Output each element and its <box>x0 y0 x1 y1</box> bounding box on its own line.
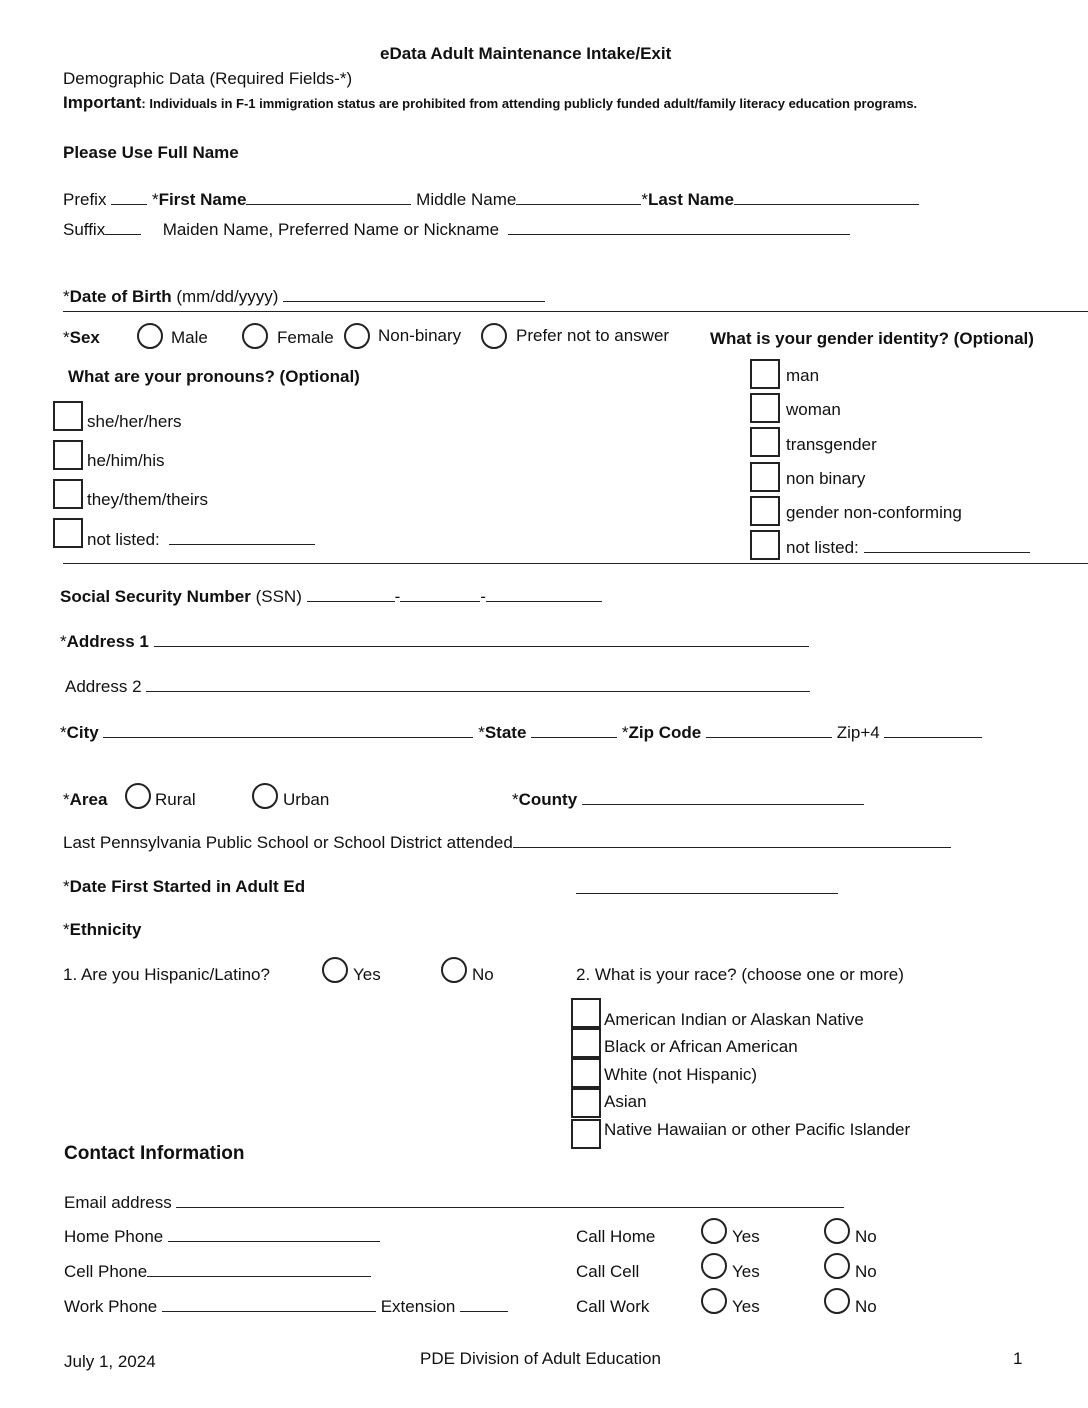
suffix-field[interactable] <box>105 220 141 235</box>
gender-heading: What is your gender identity? (Optional) <box>710 329 1034 348</box>
home-phone-row <box>64 1227 380 1247</box>
pronoun-not-listed-field[interactable] <box>169 530 315 545</box>
gender-transgender-label: transgender <box>786 435 877 454</box>
name-section-heading: Please Use Full Name <box>63 143 239 162</box>
required-star: * <box>63 287 70 306</box>
important-notice <box>63 93 917 114</box>
ssn-field-3[interactable] <box>486 587 602 602</box>
form-subtitle: Demographic Data (Required Fields-*) <box>63 69 353 88</box>
required-star: * <box>151 190 159 209</box>
call-work-yes-label: Yes <box>732 1297 760 1316</box>
ethnicity-label: Ethnicity <box>69 920 142 939</box>
work-phone-field[interactable] <box>162 1297 376 1312</box>
county-row <box>512 790 864 810</box>
school-label: Last Pennsylvania Public School or School District attended <box>63 833 513 852</box>
call-home-no-label: No <box>855 1227 877 1246</box>
email-row <box>64 1193 844 1213</box>
area-urban-label: Urban <box>283 790 330 809</box>
gender-nonconforming-checkbox[interactable] <box>750 496 780 526</box>
call-cell-no-label: No <box>855 1262 877 1281</box>
important-text: : Individuals in F-1 immigration status are prohibited from attending publicly funded adult/family literacy education programs. <box>141 96 918 111</box>
call-home-no-radio[interactable] <box>824 1218 850 1244</box>
ssn-row: Social Security Number (SSN) - - <box>60 587 602 607</box>
required-star: * <box>621 723 629 742</box>
pronoun-they-label: they/them/theirs <box>87 490 208 509</box>
area-label-wrap <box>63 790 107 810</box>
call-work-label: Call Work <box>576 1297 650 1316</box>
race-black-checkbox[interactable] <box>571 1028 601 1058</box>
sex-prefer-not-radio[interactable] <box>481 323 507 349</box>
ssn-abbr: (SSN) <box>255 587 302 606</box>
race-hawaiian-label: Native Hawaiian or other Pacific Islander <box>604 1120 911 1139</box>
important-label: Important <box>63 93 142 112</box>
email-label: Email address <box>64 1193 172 1212</box>
sex-nonbinary-radio[interactable] <box>344 323 370 349</box>
race-american-indian-checkbox[interactable] <box>571 998 601 1028</box>
address2-row <box>65 677 810 697</box>
zip-field[interactable] <box>706 723 832 738</box>
footer-date: July 1, 2024 <box>64 1352 156 1371</box>
area-urban-radio[interactable] <box>252 783 278 809</box>
sex-male-label: Male <box>171 328 208 347</box>
city-row <box>60 723 982 743</box>
pronoun-he-checkbox[interactable] <box>53 440 83 470</box>
zip4-label: Zip+4 <box>836 723 880 742</box>
dob-label: Date of Birth <box>69 287 172 306</box>
state-field[interactable] <box>531 723 617 738</box>
required-star: * <box>60 723 67 742</box>
footer-org: PDE Division of Adult Education <box>420 1349 661 1368</box>
sex-nonbinary-label: Non-binary <box>378 326 462 345</box>
area-label: Area <box>69 790 108 809</box>
call-home-yes-label: Yes <box>732 1227 760 1246</box>
sex-male-radio[interactable] <box>137 323 163 349</box>
dob-field[interactable] <box>283 287 545 302</box>
extension-label: Extension <box>380 1297 456 1316</box>
sex-label-wrap <box>63 328 100 348</box>
sex-female-radio[interactable] <box>242 323 268 349</box>
name-row <box>63 190 919 210</box>
date-started-field[interactable] <box>576 893 838 894</box>
pronoun-she-label: she/her/hers <box>87 412 182 431</box>
county-label: County <box>518 790 578 809</box>
required-star: * <box>641 190 648 209</box>
divider <box>63 311 1088 312</box>
hispanic-no-label: No <box>472 965 494 984</box>
call-work-no-radio[interactable] <box>824 1288 850 1314</box>
ssn-label: Social Security Number <box>60 587 251 606</box>
zip-label: Zip Code <box>628 723 702 742</box>
zip4-field[interactable] <box>884 723 982 738</box>
gender-not-listed-row <box>786 538 1030 558</box>
hispanic-no-radio[interactable] <box>441 957 467 983</box>
extension-field[interactable] <box>460 1297 508 1312</box>
city-field[interactable] <box>103 723 473 738</box>
gender-nonconforming-label: gender non-conforming <box>786 503 962 522</box>
suffix-label: Suffix <box>63 220 106 239</box>
gender-not-listed-field[interactable] <box>864 538 1030 553</box>
call-work-no-label: No <box>855 1297 877 1316</box>
address1-row <box>60 632 809 652</box>
required-star: * <box>63 920 70 939</box>
dob-format: (mm/dd/yyyy) <box>176 287 279 306</box>
race-asian-label: Asian <box>604 1092 647 1111</box>
home-phone-label: Home Phone <box>64 1227 164 1246</box>
gender-nonbinary-checkbox[interactable] <box>750 462 780 492</box>
sex-prefer-not-label: Prefer not to answer <box>516 326 670 345</box>
gender-not-listed-label: not listed: <box>786 538 859 557</box>
hispanic-yes-radio[interactable] <box>322 957 348 983</box>
gender-man-checkbox[interactable] <box>750 359 780 389</box>
call-home-label: Call Home <box>576 1227 656 1246</box>
middle-name-label: Middle Name <box>416 190 517 209</box>
hispanic-yes-label: Yes <box>353 965 381 984</box>
gender-nonbinary-label: non binary <box>786 469 866 488</box>
required-star: * <box>63 328 70 347</box>
required-star: * <box>512 790 519 809</box>
call-cell-yes-radio[interactable] <box>701 1253 727 1279</box>
ssn-field-2[interactable] <box>400 587 480 602</box>
race-white-label: White (not Hispanic) <box>604 1065 758 1084</box>
first-name-label: First Name <box>158 190 247 209</box>
gender-woman-checkbox[interactable] <box>750 393 780 423</box>
call-cell-no-radio[interactable] <box>824 1253 850 1279</box>
required-star: * <box>63 877 70 896</box>
city-label: City <box>66 723 99 742</box>
required-star: * <box>60 632 67 651</box>
address2-field[interactable] <box>146 677 810 692</box>
pronoun-not-listed-label: not listed: <box>87 530 160 549</box>
email-field[interactable] <box>176 1193 844 1208</box>
call-cell-label: Call Cell <box>576 1262 640 1281</box>
race-white-checkbox[interactable] <box>571 1058 601 1088</box>
address2-label: Address 2 <box>65 677 142 696</box>
cell-phone-row <box>64 1262 371 1282</box>
call-cell-yes-label: Yes <box>732 1262 760 1281</box>
prefix-label: Prefix <box>63 190 107 209</box>
required-star: * <box>478 723 485 742</box>
race-hawaiian-checkbox[interactable] <box>571 1119 601 1149</box>
pronoun-he-label: he/him/his <box>87 451 165 470</box>
race-black-label: Black or African American <box>604 1037 798 1056</box>
page-number: 1 <box>1013 1349 1023 1368</box>
form-title: eData Adult Maintenance Intake/Exit <box>380 44 672 63</box>
dob-row <box>63 287 545 307</box>
gender-not-listed-checkbox[interactable] <box>750 530 780 560</box>
pronoun-she-checkbox[interactable] <box>53 401 83 431</box>
home-phone-field[interactable] <box>168 1227 380 1242</box>
work-phone-row <box>64 1297 508 1317</box>
required-star: * <box>63 790 70 809</box>
cell-phone-field[interactable] <box>147 1262 371 1277</box>
gender-woman-label: woman <box>786 400 841 419</box>
last-name-label: Last Name <box>647 190 734 209</box>
address1-label: Address 1 <box>66 632 149 651</box>
school-field[interactable] <box>513 833 951 848</box>
county-field[interactable] <box>582 790 864 805</box>
race-question: 2. What is your race? (choose one or more) <box>576 965 904 984</box>
school-row <box>63 833 951 853</box>
race-asian-checkbox[interactable] <box>571 1088 601 1118</box>
pronoun-not-listed-checkbox[interactable] <box>53 518 83 548</box>
hispanic-question: 1. Are you Hispanic/Latino? <box>63 965 270 984</box>
suffix-row <box>63 220 850 240</box>
first-name-field[interactable] <box>246 190 411 205</box>
cell-phone-label: Cell Phone <box>64 1262 148 1281</box>
date-started-label: Date First Started in Adult Ed <box>69 877 306 896</box>
maiden-name-label: Maiden Name, Preferred Name or Nickname <box>162 220 500 239</box>
state-label: State <box>484 723 527 742</box>
pronouns-heading: What are your pronouns? (Optional) <box>68 367 360 386</box>
gender-man-label: man <box>786 366 820 385</box>
pronoun-they-checkbox[interactable] <box>53 479 83 509</box>
sex-female-label: Female <box>277 328 334 347</box>
ethnicity-label-wrap <box>63 920 141 940</box>
prefix-field[interactable] <box>111 190 147 205</box>
area-rural-label: Rural <box>155 790 196 809</box>
ssn-field-1[interactable] <box>307 587 395 602</box>
middle-name-field[interactable] <box>516 190 641 205</box>
sex-label: Sex <box>69 328 100 347</box>
divider <box>63 563 1088 564</box>
pronoun-not-listed-row <box>87 530 315 550</box>
work-phone-label: Work Phone <box>64 1297 158 1316</box>
gender-transgender-checkbox[interactable] <box>750 427 780 457</box>
area-rural-radio[interactable] <box>125 783 151 809</box>
maiden-name-field[interactable] <box>508 220 850 235</box>
race-american-indian-label: American Indian or Alaskan Native <box>604 1010 864 1029</box>
call-work-yes-radio[interactable] <box>701 1288 727 1314</box>
last-name-field[interactable] <box>734 190 919 205</box>
address1-field[interactable] <box>154 632 809 647</box>
date-started-label-wrap <box>63 877 305 897</box>
contact-heading: Contact Information <box>64 1143 245 1164</box>
call-home-yes-radio[interactable] <box>701 1218 727 1244</box>
